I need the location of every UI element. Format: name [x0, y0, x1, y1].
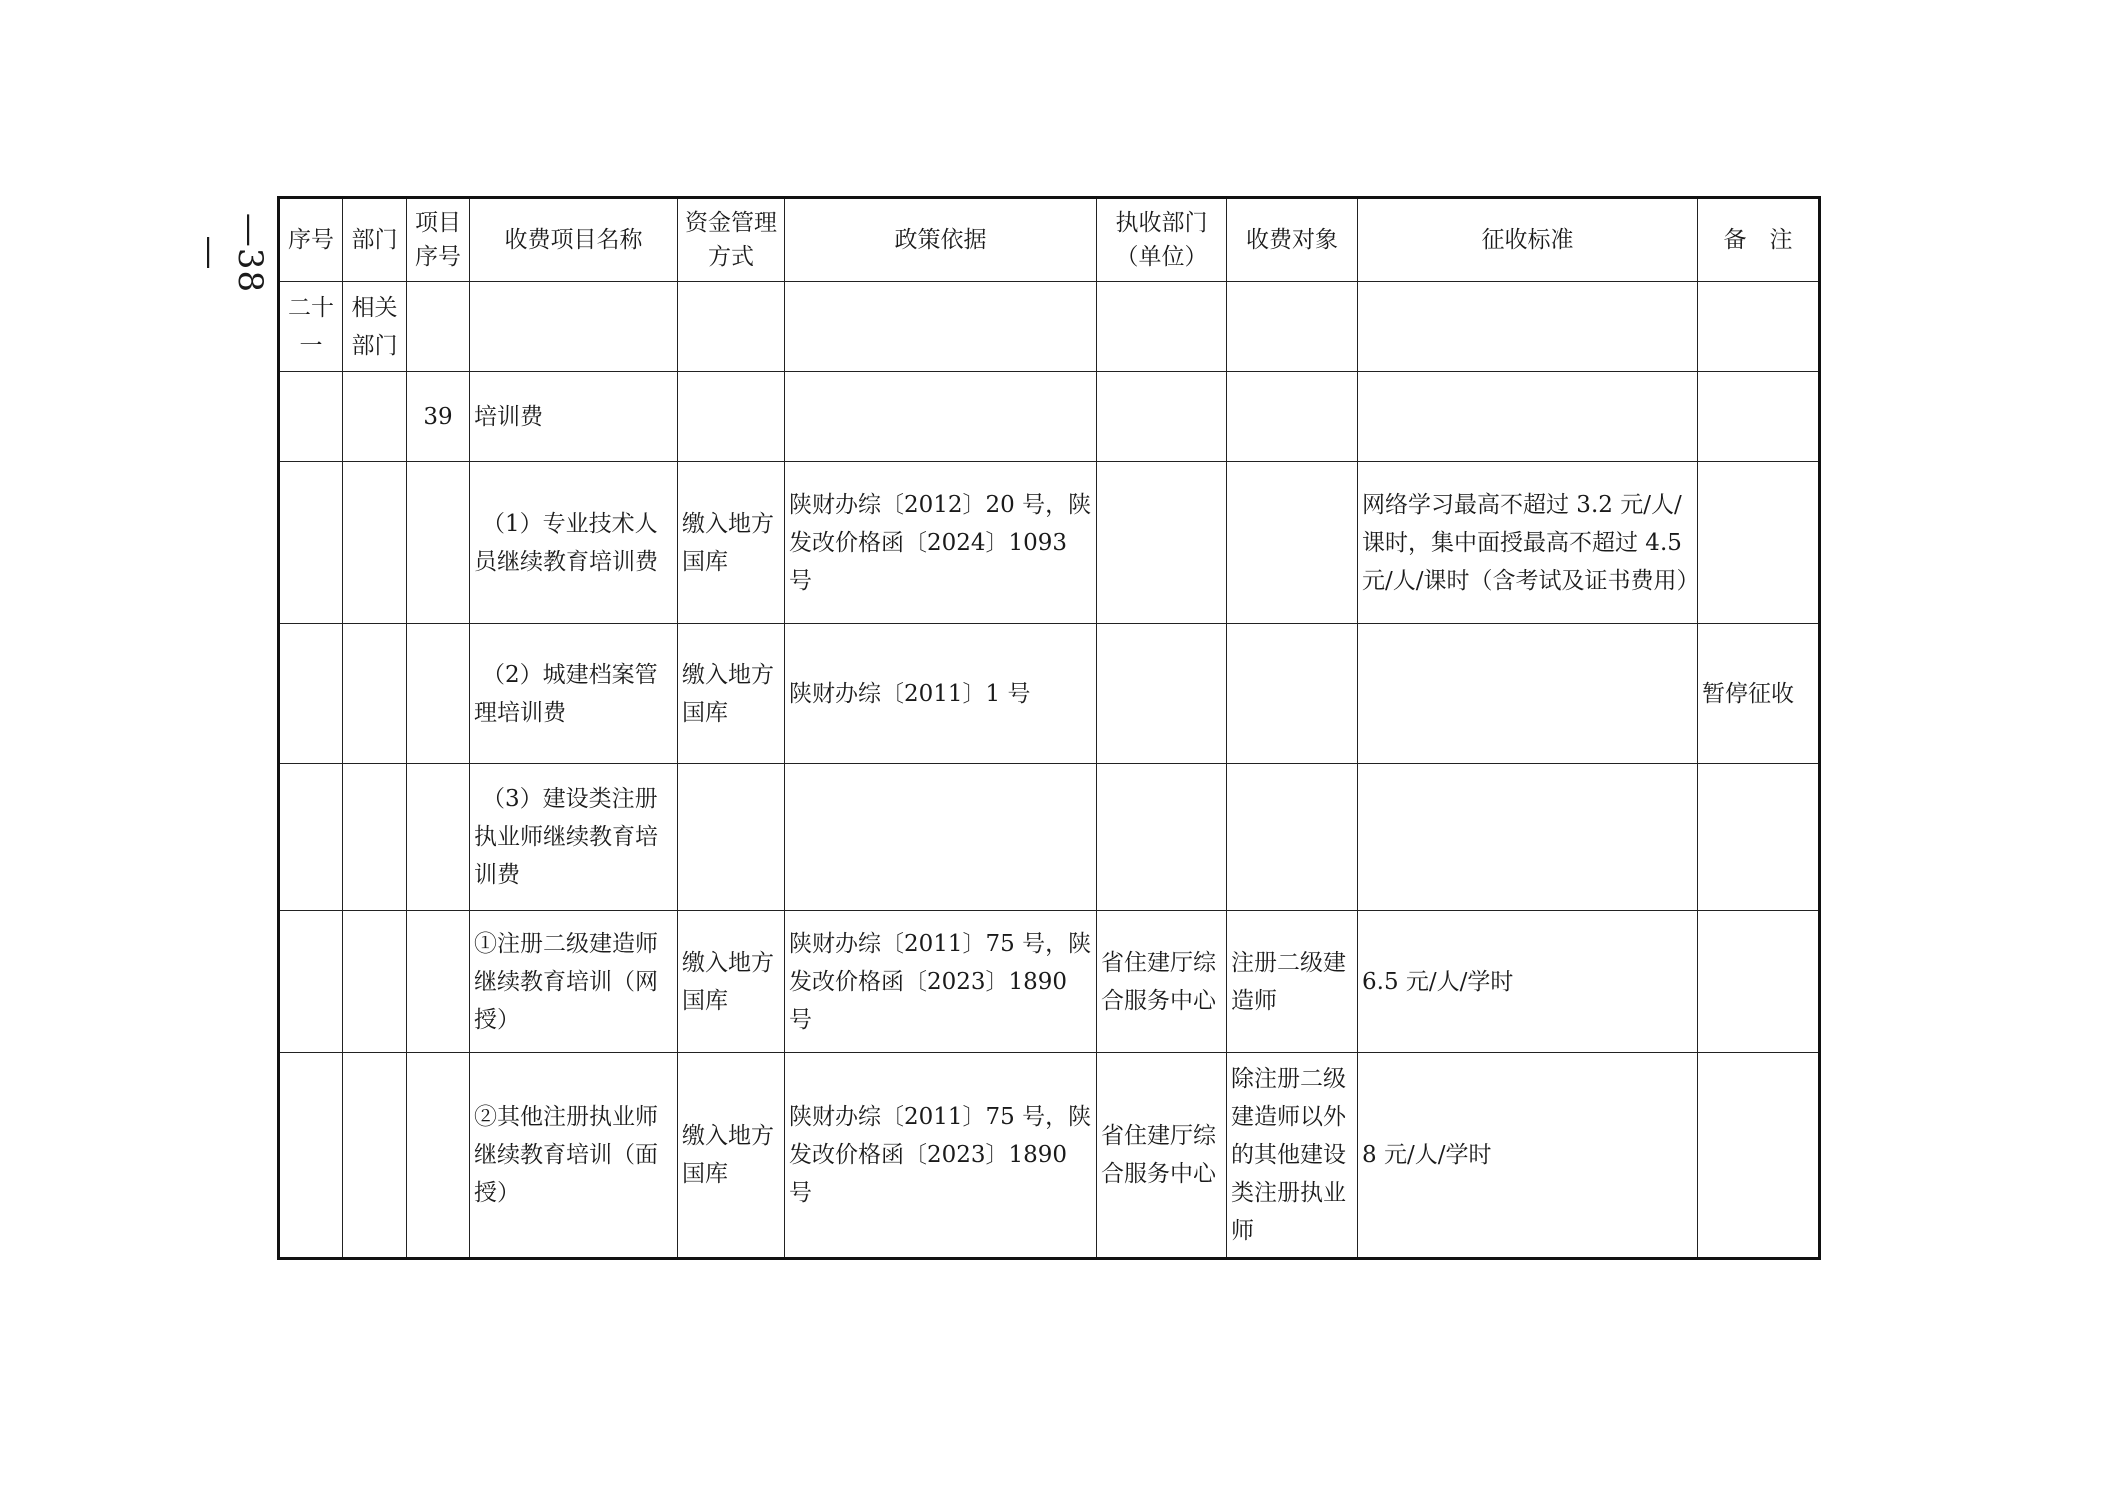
cell-item-seq: [407, 282, 470, 372]
cell-seq: [279, 462, 343, 624]
cell-seq: [279, 372, 343, 462]
cell-fund-mgmt: 缴入地方国库: [678, 1053, 785, 1259]
table-row: [279, 911, 1820, 1053]
cell-collector: [1097, 372, 1227, 462]
cell-seq: 二十一: [279, 282, 343, 372]
cell-standard: [1358, 282, 1698, 372]
cell-remark: 暂停征收: [1698, 624, 1820, 764]
cell-target: 注册二级建造师: [1227, 911, 1358, 1053]
cell-policy: 陕财办综〔2012〕20 号，陕发改价格函〔2024〕1093 号: [785, 462, 1097, 624]
cell-target: [1227, 624, 1358, 764]
cell-item-seq: [407, 624, 470, 764]
cell-policy: [785, 282, 1097, 372]
header-remark: 备 注: [1698, 198, 1820, 282]
cell-standard: [1358, 764, 1698, 911]
cell-collector: [1097, 462, 1227, 624]
cell-dept: [343, 764, 407, 911]
cell-item-name: ①注册二级建造师继续教育培训（网授）: [470, 911, 678, 1053]
table-row: [279, 624, 1820, 764]
header-seq: 序号: [279, 198, 343, 282]
cell-collector: 省住建厅综合服务中心: [1097, 911, 1227, 1053]
table-row: [279, 462, 1820, 624]
cell-collector: [1097, 282, 1227, 372]
cell-fund-mgmt: [678, 764, 785, 911]
cell-remark: [1698, 462, 1820, 624]
cell-dept: [343, 1053, 407, 1259]
cell-standard: 8 元/人/学时: [1358, 1053, 1698, 1259]
cell-item-seq: [407, 911, 470, 1053]
cell-collector: 省住建厅综合服务中心: [1097, 1053, 1227, 1259]
cell-target: 除注册二级建造师以外的其他建设类注册执业师: [1227, 1053, 1358, 1259]
header-item-name: 收费项目名称: [470, 198, 678, 282]
cell-item-seq: [407, 764, 470, 911]
cell-fund-mgmt: 缴入地方国库: [678, 462, 785, 624]
header-collector: 执收部门（单位）: [1097, 198, 1227, 282]
cell-remark: [1698, 282, 1820, 372]
cell-seq: [279, 1053, 343, 1259]
table-row: [279, 1053, 1820, 1259]
header-fund-mgmt: 资金管理方式: [678, 198, 785, 282]
cell-remark: [1698, 372, 1820, 462]
cell-dept: [343, 462, 407, 624]
cell-item-name: （3）建设类注册执业师继续教育培训费: [470, 764, 678, 911]
header-target: 收费对象: [1227, 198, 1358, 282]
fee-table: [277, 196, 1821, 1260]
cell-fund-mgmt: [678, 282, 785, 372]
cell-target: [1227, 372, 1358, 462]
header-item-seq: 项目序号: [407, 198, 470, 282]
cell-policy: 陕财办综〔2011〕1 号: [785, 624, 1097, 764]
cell-remark: [1698, 911, 1820, 1053]
cell-item-name: 培训费: [470, 372, 678, 462]
cell-fund-mgmt: 缴入地方国库: [678, 911, 785, 1053]
cell-seq: [279, 624, 343, 764]
cell-dept: [343, 911, 407, 1053]
cell-item-name: [470, 282, 678, 372]
table-row: [279, 764, 1820, 911]
cell-target: [1227, 764, 1358, 911]
header-standard: 征收标准: [1358, 198, 1698, 282]
page-number: —38—: [190, 212, 270, 294]
cell-item-name: ②其他注册执业师继续教育培训（面授）: [470, 1053, 678, 1259]
header-row: [279, 198, 1820, 282]
cell-target: [1227, 282, 1358, 372]
cell-item-seq: 39: [407, 372, 470, 462]
cell-dept: [343, 624, 407, 764]
cell-policy: [785, 764, 1097, 911]
cell-collector: [1097, 624, 1227, 764]
cell-standard: 6.5 元/人/学时: [1358, 911, 1698, 1053]
cell-fund-mgmt: 缴入地方国库: [678, 624, 785, 764]
cell-item-name: （1）专业技术人员继续教育培训费: [470, 462, 678, 624]
cell-remark: [1698, 1053, 1820, 1259]
cell-item-seq: [407, 1053, 470, 1259]
cell-remark: [1698, 764, 1820, 911]
cell-policy: 陕财办综〔2011〕75 号，陕发改价格函〔2023〕1890 号: [785, 1053, 1097, 1259]
cell-collector: [1097, 764, 1227, 911]
cell-seq: [279, 764, 343, 911]
cell-item-seq: [407, 462, 470, 624]
header-dept: 部门: [343, 198, 407, 282]
cell-target: [1227, 462, 1358, 624]
cell-seq: [279, 911, 343, 1053]
cell-standard: [1358, 372, 1698, 462]
cell-standard: [1358, 624, 1698, 764]
cell-policy: [785, 372, 1097, 462]
cell-dept: [343, 372, 407, 462]
cell-fund-mgmt: [678, 372, 785, 462]
table-row: [279, 282, 1820, 372]
cell-standard: 网络学习最高不超过 3.2 元/人/课时，集中面授最高不超过 4.5 元/人/课时（含考试及证书费用）: [1358, 462, 1698, 624]
header-policy: 政策依据: [785, 198, 1097, 282]
cell-item-name: （2）城建档案管理培训费: [470, 624, 678, 764]
table-row: [279, 372, 1820, 462]
cell-policy: 陕财办综〔2011〕75 号，陕发改价格函〔2023〕1890 号: [785, 911, 1097, 1053]
cell-dept: 相关部门: [343, 282, 407, 372]
